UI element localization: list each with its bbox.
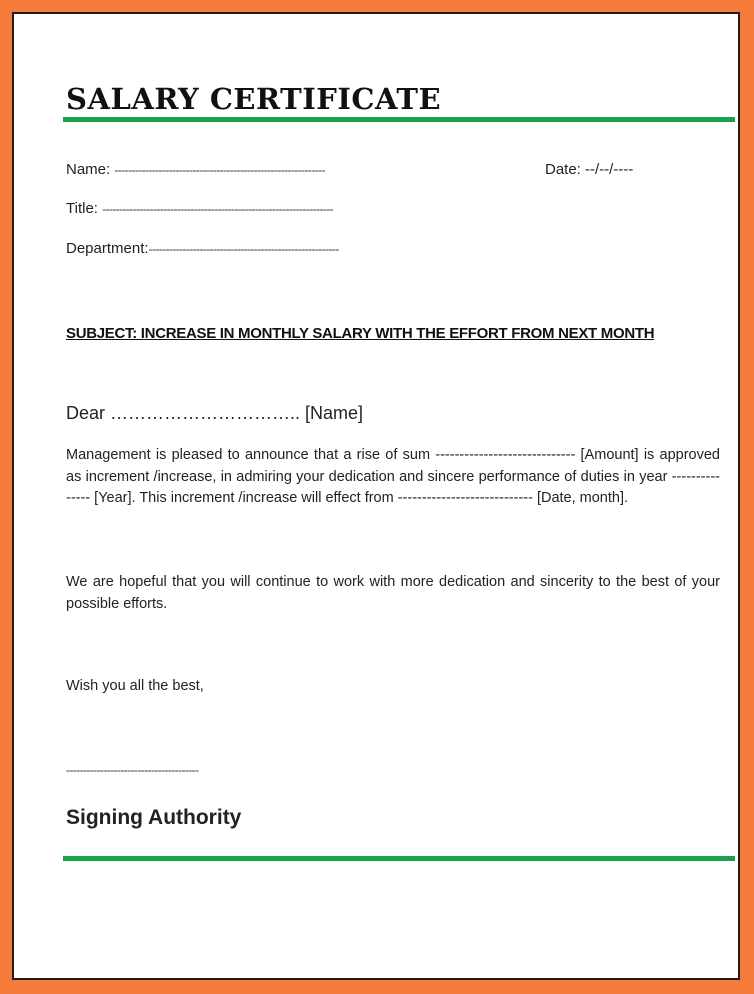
date-label: Date: [545, 161, 581, 178]
body-paragraph-2: We are hopeful that you will continue to work with more dedication and sincerity to the best of your possible efforts. [66, 574, 720, 612]
certificate-page [12, 12, 740, 980]
title-field [66, 200, 333, 217]
title-label: Title: [66, 200, 98, 217]
body-paragraph-1: Management is pleased to announce that a rise of sum ----------------------------- [Amount] is approved as increment /increase, in admiring your dedication and sincere performance of duties in year --------------- [Year]. This increment /increase will effect from ---------------------------- [Date, month]. [66, 447, 720, 506]
department-blank: -------------------------------------------------------- [148, 242, 339, 256]
name-field [66, 161, 325, 178]
bottom-green-rule [63, 856, 735, 861]
department-field [66, 240, 339, 257]
date-blank: --/--/---- [585, 161, 634, 178]
closing-line: Wish you all the best, [66, 678, 204, 694]
title-blank: -------------------------------------------------------------------- [102, 202, 334, 216]
salutation: Dear ………………………….. [Name] [66, 403, 364, 423]
signature-line: --------------------------------------- [66, 763, 199, 777]
top-green-rule [63, 117, 735, 122]
name-label: Name: [66, 161, 111, 178]
date-field [545, 161, 633, 178]
signing-authority: Signing Authority [66, 806, 242, 829]
subject-line: SUBJECT: INCREASE IN MONTHLY SALARY WITH THE EFFORT FROM NEXT MONTH [66, 325, 655, 342]
document-title: SALARY CERTIFICATE [66, 82, 442, 116]
name-blank: -------------------------------------------------------------- [114, 163, 325, 177]
department-label: Department: [66, 240, 149, 257]
